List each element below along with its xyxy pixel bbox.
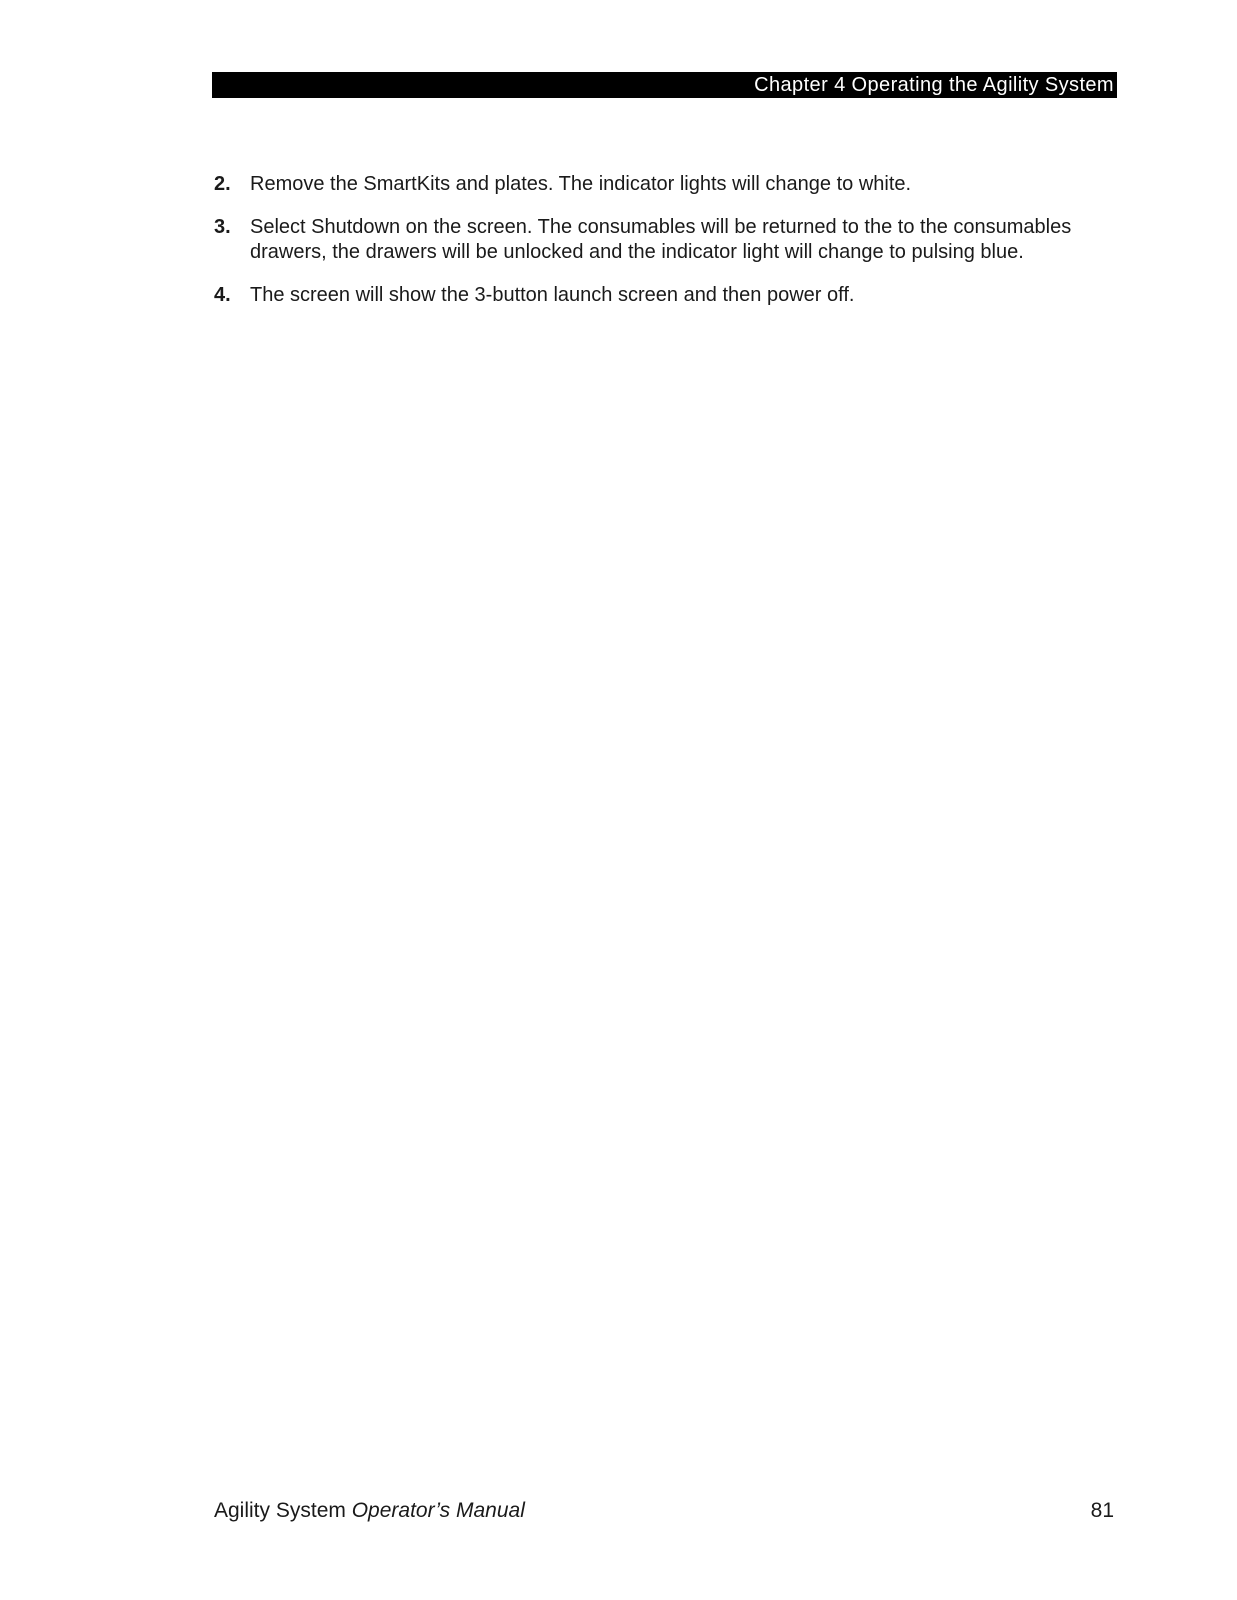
step-text: The screen will show the 3-button launch screen and then power off. <box>250 284 855 306</box>
footer-manual-name: Operator’s Manual <box>351 1499 525 1522</box>
step-number: 4. <box>214 284 231 306</box>
step-item <box>214 283 1117 308</box>
footer-manual-title <box>214 1498 525 1524</box>
chapter-title: Chapter 4 Operating the Agility System <box>754 74 1114 96</box>
chapter-header-bar <box>212 72 1117 98</box>
step-text: Select Shutdown on the screen. The consumables will be returned to the to the consumables drawers, the drawers will be unlocked and the indicator light will change to pulsing blue. <box>250 216 1072 263</box>
footer-product-name: Agility System <box>214 1499 346 1522</box>
step-number: 2. <box>214 173 231 195</box>
step-item <box>214 215 1117 265</box>
procedure-steps <box>214 172 1117 326</box>
step-text: Remove the SmartKits and plates. The indicator lights will change to white. <box>250 173 912 195</box>
page-number: 81 <box>1090 1499 1114 1522</box>
step-number: 3. <box>214 216 231 238</box>
step-item <box>214 172 1117 197</box>
